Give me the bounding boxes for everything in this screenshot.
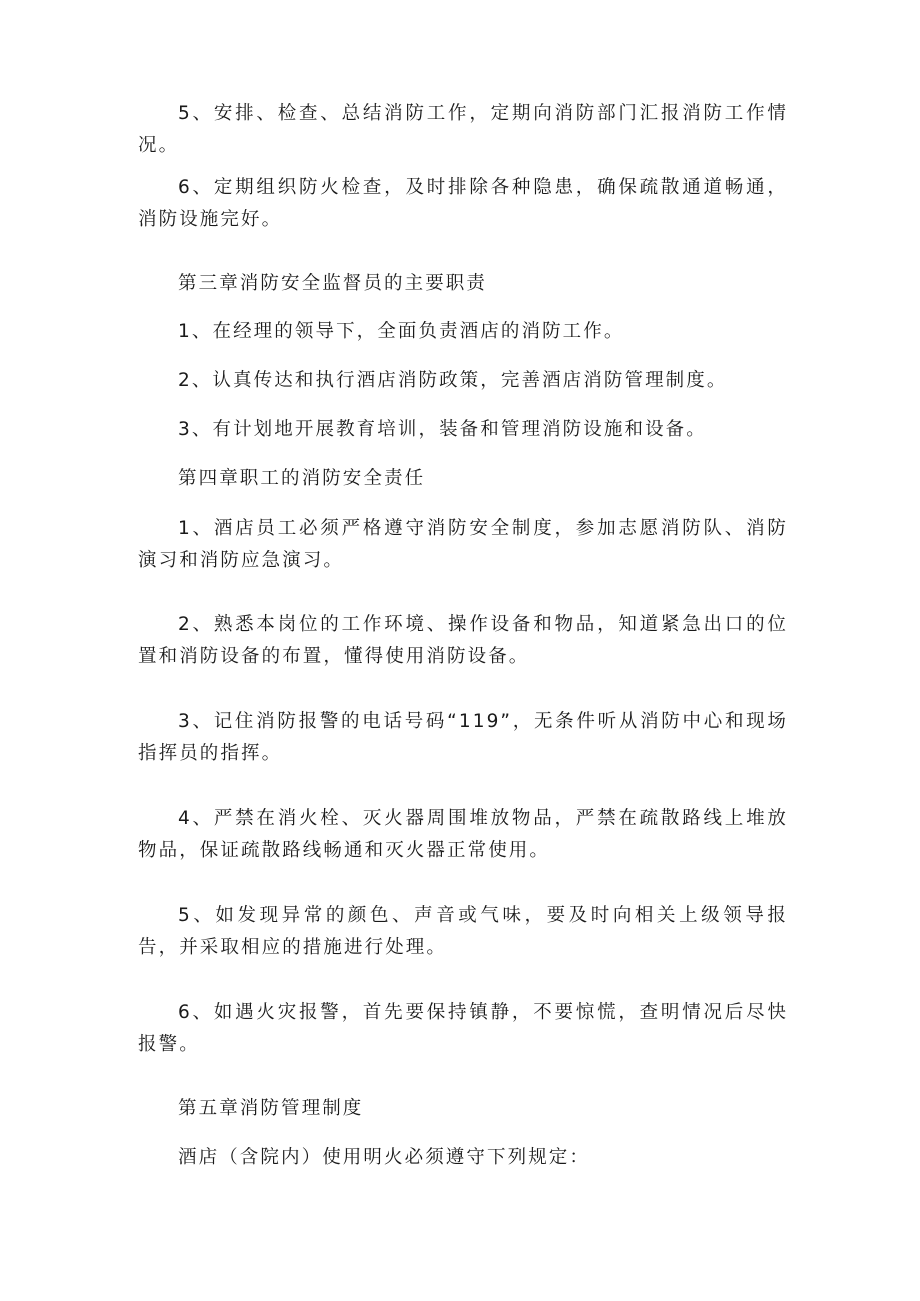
paragraph-duty-5: 5、安排、检查、总结消防工作，定期向消防部门汇报消防工作情况。 — [138, 103, 788, 156]
paragraph-supervisor-2: 2、认真传达和执行酒店消防政策，完善酒店消防管理制度。 — [178, 370, 728, 391]
paragraph-supervisor-3: 3、有计划地开展教育培训，装备和管理消防设施和设备。 — [178, 419, 707, 440]
chapter-3-heading: 第三章消防安全监督员的主要职责 — [178, 273, 488, 294]
paragraph-staff-5: 5、如发现异常的颜色、声音或气味，要及时向相关上级领导报告，并采取相应的措施进行处理。 — [138, 905, 788, 958]
paragraph-supervisor-1: 1、在经理的领导下，全面负责酒店的消防工作。 — [178, 321, 625, 342]
paragraph-staff-2: 2、熟悉本岗位的工作环境、操作设备和物品，知道紧急出口的位置和消防设备的布置，懂得使用消防设备。 — [138, 614, 788, 667]
paragraph-staff-4: 4、严禁在消火栓、灭火器周围堆放物品，严禁在疏散路线上堆放物品，保证疏散路线畅通和灭火器正常使用。 — [138, 808, 788, 861]
chapter-5-heading: 第五章消防管理制度 — [178, 1098, 364, 1119]
paragraph-rules-intro: 酒店（含院内）使用明火必须遵守下列规定： — [178, 1147, 591, 1168]
paragraph-staff-6: 6、如遇火灾报警，首先要保持镇静，不要惊慌，查明情况后尽快报警。 — [138, 1002, 788, 1055]
paragraph-staff-3: 3、记住消防报警的电话号码“119”，无条件听从消防中心和现场指挥员的指挥。 — [138, 711, 788, 764]
paragraph-duty-6: 6、定期组织防火检查，及时排除各种隐患，确保疏散通道畅通，消防设施完好。 — [138, 177, 788, 230]
paragraph-staff-1: 1、酒店员工必须严格遵守消防安全制度，参加志愿消防队、消防演习和消防应急演习。 — [138, 518, 788, 571]
chapter-4-heading: 第四章职工的消防安全责任 — [178, 468, 426, 489]
